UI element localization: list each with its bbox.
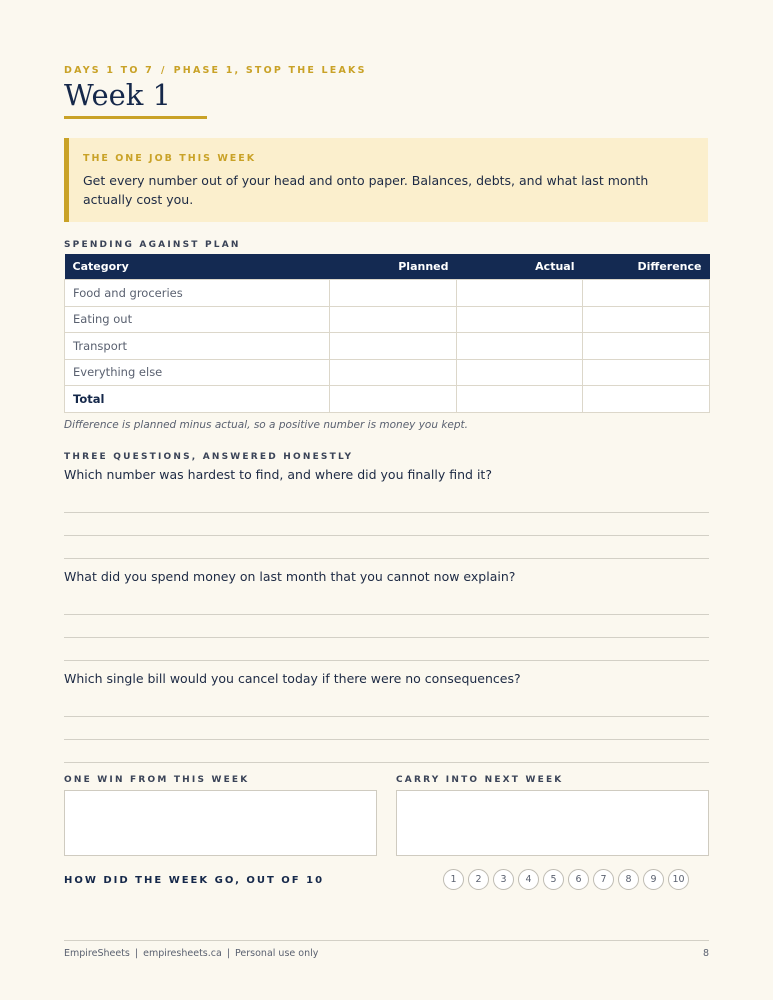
rating-option-5[interactable]: 5	[543, 869, 564, 890]
footer-separator: |	[134, 948, 139, 959]
answer-line[interactable]	[64, 762, 709, 763]
answer-line[interactable]	[64, 716, 709, 717]
column-header-difference: Difference	[583, 254, 710, 280]
kicker-separator: /	[160, 65, 167, 76]
table-row	[65, 306, 710, 333]
footer-brand: EmpireSheets	[64, 948, 130, 959]
row-category: Eating out	[65, 306, 330, 333]
rating-option-7[interactable]: 7	[593, 869, 614, 890]
rating-option-6[interactable]: 6	[568, 869, 589, 890]
planned-total-cell[interactable]	[330, 386, 457, 413]
question-3: Which single bill would you cancel today if there were no consequences?	[64, 671, 521, 686]
rating-option-8[interactable]: 8	[618, 869, 639, 890]
rating-label: HOW DID THE WEEK GO, OUT OF 10	[64, 875, 325, 886]
footer-divider	[64, 940, 709, 941]
footer-separator: |	[226, 948, 231, 959]
page-title: Week 1	[64, 78, 172, 112]
actual-cell[interactable]	[457, 333, 583, 360]
question-2: What did you spend money on last month that you cannot now explain?	[64, 569, 516, 584]
table-row	[65, 359, 710, 386]
row-category: Food and groceries	[65, 280, 330, 307]
footer	[64, 948, 318, 959]
spending-section-label: SPENDING AGAINST PLAN	[64, 240, 241, 250]
question-1: Which number was hardest to find, and where did you finally find it?	[64, 467, 492, 482]
row-category: Transport	[65, 333, 330, 360]
table-header-row	[65, 254, 710, 280]
difference-note: Difference is planned minus actual, so a positive number is money you kept.	[64, 419, 469, 431]
spending-table	[64, 254, 710, 413]
carry-box[interactable]	[396, 790, 709, 856]
column-header-planned: Planned	[330, 254, 457, 280]
total-label: Total	[65, 386, 330, 413]
page-number: 8	[702, 948, 709, 959]
answer-line[interactable]	[64, 660, 709, 661]
table-row	[65, 280, 710, 307]
carry-box-label: CARRY INTO NEXT WEEK	[396, 775, 564, 785]
column-header-actual: Actual	[457, 254, 583, 280]
rating-option-10[interactable]: 10	[668, 869, 689, 890]
rating-option-9[interactable]: 9	[643, 869, 664, 890]
callout-text: Get every number out of your head and onto paper. Balances, debts, and what last month actually cost you.	[83, 173, 649, 207]
rating-option-3[interactable]: 3	[493, 869, 514, 890]
planned-cell[interactable]	[330, 333, 457, 360]
difference-total-cell[interactable]	[583, 386, 710, 413]
footer-usage: Personal use only	[235, 948, 319, 959]
kicker-phase: PHASE 1, STOP THE LEAKS	[173, 65, 367, 76]
kicker-days: DAYS 1 TO 7	[64, 65, 154, 76]
rating-option-1[interactable]: 1	[443, 869, 464, 890]
answer-line[interactable]	[64, 558, 709, 559]
planned-cell[interactable]	[330, 359, 457, 386]
planned-cell[interactable]	[330, 280, 457, 307]
answer-line[interactable]	[64, 614, 709, 615]
actual-total-cell[interactable]	[457, 386, 583, 413]
questions-section-label: THREE QUESTIONS, ANSWERED HONESTLY	[64, 452, 354, 462]
actual-cell[interactable]	[457, 359, 583, 386]
actual-cell[interactable]	[457, 280, 583, 307]
footer-site: empiresheets.ca	[143, 948, 222, 959]
title-underline	[64, 116, 207, 119]
difference-cell[interactable]	[583, 333, 710, 360]
callout-label: THE ONE JOB THIS WEEK	[83, 153, 257, 164]
rating-option-4[interactable]: 4	[518, 869, 539, 890]
rating-scale	[443, 869, 689, 890]
row-category: Everything else	[65, 359, 330, 386]
phase-kicker	[64, 65, 367, 76]
difference-cell[interactable]	[583, 359, 710, 386]
total-row	[65, 386, 710, 413]
rating-option-2[interactable]: 2	[468, 869, 489, 890]
difference-cell[interactable]	[583, 280, 710, 307]
actual-cell[interactable]	[457, 306, 583, 333]
win-box[interactable]	[64, 790, 377, 856]
answer-line[interactable]	[64, 512, 709, 513]
answer-line[interactable]	[64, 535, 709, 536]
planned-cell[interactable]	[330, 306, 457, 333]
answer-line[interactable]	[64, 739, 709, 740]
table-row	[65, 333, 710, 360]
answer-line[interactable]	[64, 637, 709, 638]
one-job-callout	[64, 138, 708, 222]
difference-cell[interactable]	[583, 306, 710, 333]
column-header-category: Category	[65, 254, 330, 280]
win-box-label: ONE WIN FROM THIS WEEK	[64, 775, 250, 785]
